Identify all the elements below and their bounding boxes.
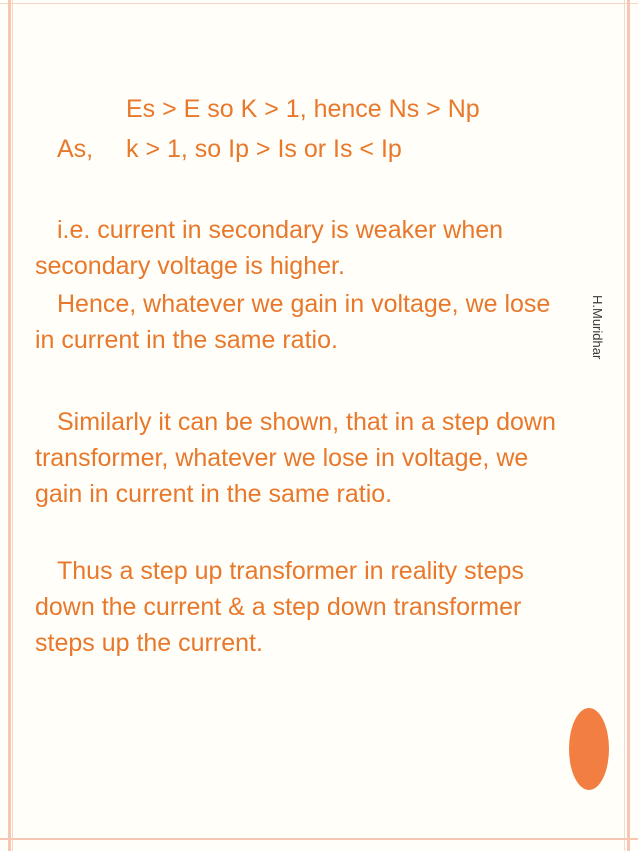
- paragraph-1: [35, 212, 625, 284]
- top-border: [0, 3, 638, 4]
- paragraph-1-line-2: secondary voltage is higher.: [35, 252, 345, 280]
- paragraph-4-line-1: Thus a step up transformer in reality steps: [57, 557, 524, 585]
- paragraph-2-line-1: Hence, whatever we gain in voltage, we lose: [57, 290, 551, 318]
- equation-line-1: Es > E so K > 1, hence Ns > Np: [126, 95, 480, 123]
- bottom-border: [0, 838, 638, 840]
- paragraph-3-line-1: Similarly it can be shown, that in a step down: [57, 408, 556, 436]
- right-border: [627, 0, 630, 851]
- paragraph-3-line-2: transformer, whatever we lose in voltage, we: [35, 444, 529, 472]
- author-watermark: H.Muridhar: [590, 295, 605, 360]
- paragraph-4-line-3: steps up the current.: [35, 629, 263, 657]
- left-border: [8, 0, 11, 851]
- paragraph-2-line-2: in current in the same ratio.: [35, 326, 338, 354]
- equation-line-2-lead: As,: [57, 135, 94, 163]
- equation-line-2: k > 1, so Ip > Is or Is < Ip: [126, 135, 402, 163]
- paragraph-3: [35, 404, 625, 512]
- paragraph-1-line-1: i.e. current in secondary is weaker when: [57, 216, 504, 244]
- left-border-inner: [12, 0, 13, 851]
- paragraph-4-line-2: down the current & a step down transformer: [35, 593, 522, 621]
- decorative-oval: [569, 708, 609, 790]
- paragraph-3-line-3: gain in current in the same ratio.: [35, 480, 393, 508]
- paragraph-2: [35, 286, 625, 358]
- paragraph-4: [35, 553, 625, 661]
